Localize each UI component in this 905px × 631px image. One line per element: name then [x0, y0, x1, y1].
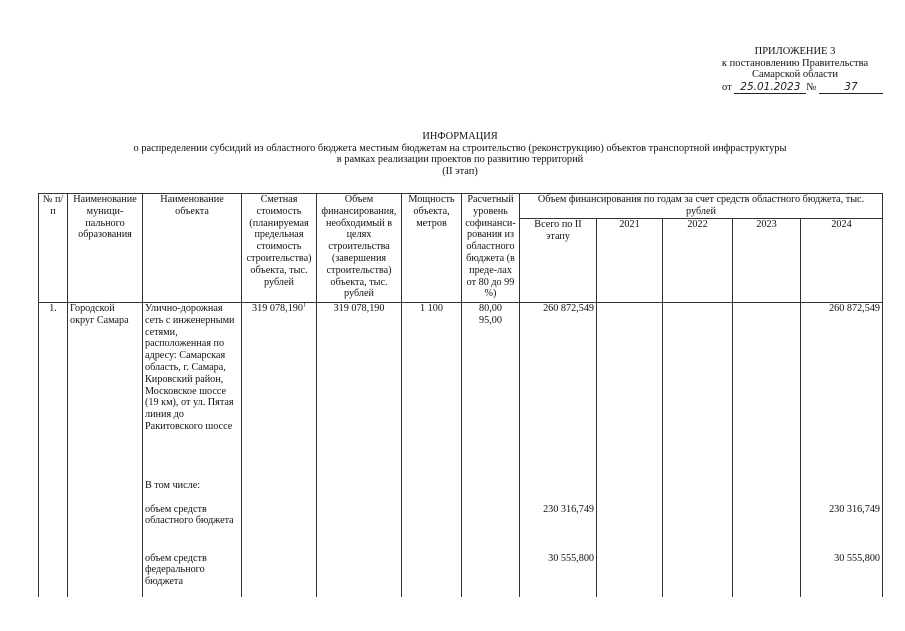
header-2021: 2021: [597, 219, 663, 303]
header-capacity: Мощность объекта, метров: [402, 194, 462, 303]
header-2022: 2022: [663, 219, 733, 303]
row-level: [462, 303, 520, 480]
title-description: о распределении субсидий из областного бюджета местным бюджетам на строительство (реконструкцию) объектов транспортной инфраструктуры: [133, 142, 787, 154]
row-2024: 260 872,549: [801, 303, 883, 480]
document-title: [60, 131, 860, 177]
header-cost: Сметная стоимость (планируемая предельная стоимость строительства) объекта, тыс. рублей: [242, 194, 317, 303]
row-level-value-2: 95,00: [479, 314, 502, 326]
row-municipality: Городской округ Самара: [68, 303, 143, 480]
row-financing: 319 078,190: [317, 303, 402, 480]
including-label: В том числе:: [143, 480, 242, 504]
header-total: Всего по II этапу: [520, 219, 597, 303]
header-num: № п/п: [39, 194, 68, 303]
sub-2024: 230 316,749: [801, 504, 883, 553]
table-row: [39, 303, 883, 480]
appendix-block: [700, 46, 890, 94]
header-2024: 2024: [801, 219, 883, 303]
handwritten-number: 37: [819, 82, 883, 95]
sub-total: 30 555,800: [520, 553, 597, 597]
row-capacity: 1 100: [402, 303, 462, 480]
header-object: Наименование объекта: [143, 194, 242, 303]
appendix-date-number: [700, 82, 890, 95]
row-2023: [733, 303, 801, 480]
appendix-title: ПРИЛОЖЕНИЕ 3: [754, 46, 836, 57]
table-row: [39, 504, 883, 553]
sub-2024: 30 555,800: [801, 553, 883, 597]
sub-label: объем средств областного бюджета: [143, 504, 242, 553]
sub-label: объем средств федерального бюджета: [143, 553, 242, 597]
header-years-group: Объем финансирования по годам за счет средств областного бюджета, тыс. рублей: [520, 194, 883, 219]
title-heading: ИНФОРМАЦИЯ: [422, 131, 498, 142]
table-row: [39, 480, 883, 504]
row-total: 260 872,549: [520, 303, 597, 480]
number-label: №: [806, 81, 817, 93]
appendix-subtitle: к постановлению Правительства: [721, 57, 869, 69]
title-context: в рамках реализации проектов по развитию территорий: [336, 154, 584, 165]
row-2022: [663, 303, 733, 480]
header-municipality: Наименование муници-пального образования: [68, 194, 143, 303]
row-object: Улично-дорожная сеть с инженерными сетями, расположенная по адресу: Самарская область, г. Самара, Кировский район, Московское шоссе (19 км), от ул. Пятая линия до Ракитовского шоссе: [143, 303, 242, 480]
table-row: [39, 553, 883, 597]
sub-total: 230 316,749: [520, 504, 597, 553]
row-2021: [597, 303, 663, 480]
header-financing: Объем финансирования, необходимый в целях строительства (завершения строительства) объекта, тыс. рублей: [317, 194, 402, 303]
from-label: от: [722, 81, 732, 93]
handwritten-date: 25.01.2023: [734, 82, 806, 95]
row-cost: [242, 303, 317, 480]
title-stage: (II этап): [442, 165, 478, 177]
subsidy-table: [38, 193, 883, 597]
appendix-region: Самарской области: [752, 69, 838, 80]
header-level: Расчетный уровень софинанси-рования из областного бюджета (в преде-лах от 80 до 99 %): [462, 194, 520, 303]
header-2023: 2023: [733, 219, 801, 303]
row-num: 1.: [39, 303, 68, 480]
row-cost-value: 319 078,190: [252, 303, 303, 314]
row-level-value-1: 80,00: [479, 303, 502, 314]
row-cost-footnote: 1: [302, 302, 306, 309]
